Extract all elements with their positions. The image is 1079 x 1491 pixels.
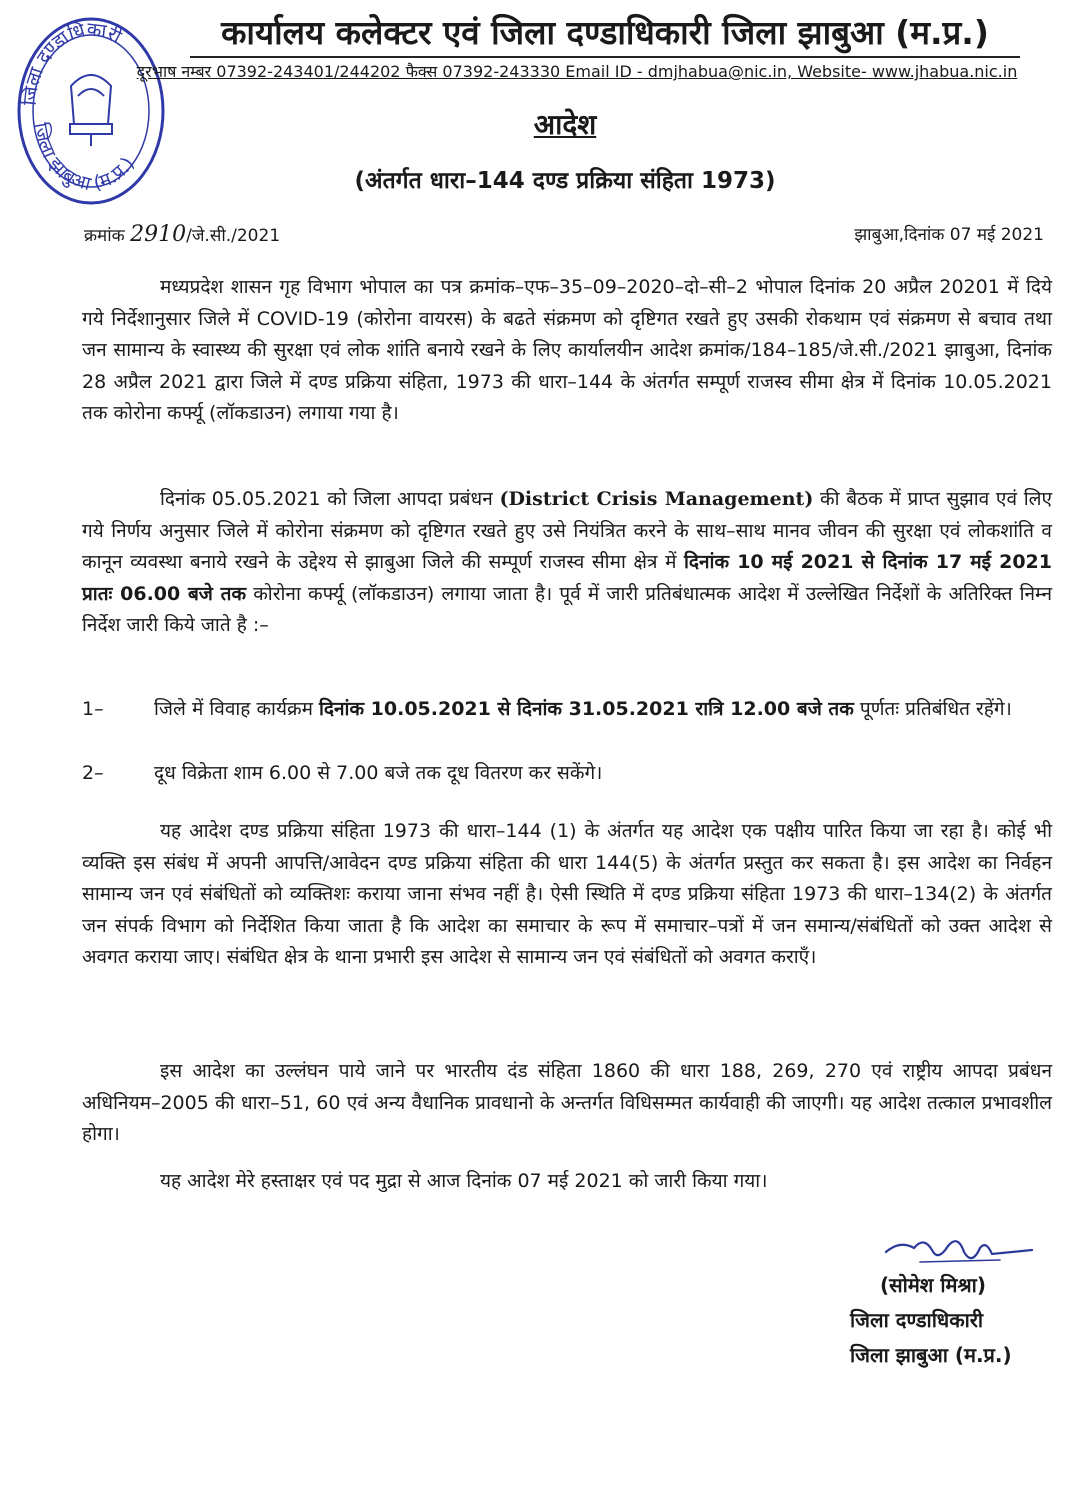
list-item-text-a: जिले में विवाह कार्यक्रम: [154, 698, 313, 720]
list-item: [82, 758, 1052, 790]
paragraph-2-part-c: की बैठक में प्राप्त सुझाव एवं लिए गये निर्णय अनुसार जिले में कोरोना संक्रमण को दृष्टिगत रखते हुए उसे नियंत्रित करने के साथ–साथ मानव जीवन की सुरक्षा एवं लोकशांति व कानून व्यवस्था बनाये रखने के उद्देश्य से झाबुआ जिले की सम्पूर्ण राजस्व सीमा क्षेत्र में: [82, 488, 1053, 573]
contact-line: दूरभाष नम्बर 07392-243401/244202 फैक्स 07392-243330 Email ID - dmjhabua@nic.in, Website- www.jhabua.nic.in: [136, 62, 1018, 81]
order-subheading: (अंतर्गत धारा–144 दण्ड प्रक्रिया संहिता 1973): [354, 168, 776, 194]
list-item-text-c: पूर्णतः प्रतिबंधित रहेंगे।: [859, 698, 1012, 720]
paragraph-2-curfew-period: दिनांक 10 मई 2021 से दिनांक 17 मई 2021 प्रातः 06.00 बजे तक: [82, 551, 1052, 605]
list-item-text-bold: दिनांक 10.05.2021 से दिनांक 31.05.2021 रात्रि 12.00 बजे तक: [318, 698, 854, 720]
seal-top-text: जिला दण्डाधिकारी: [18, 18, 125, 107]
list-item-text-a: दूध विक्रेता शाम 6.00 से 7.00 बजे तक दूध वितरण कर सकेंगे।: [154, 762, 603, 784]
paragraph-1: [82, 272, 1052, 430]
reference-line: [84, 220, 1044, 250]
signatory-district: जिला झाबुआ (म.प्र.): [850, 1343, 1012, 1367]
signatory-designation: जिला दण्डाधिकारी: [850, 1308, 984, 1332]
paragraph-3-text: यह आदेश दण्ड प्रक्रिया संहिता 1973 की धारा–144 (1) के अंतर्गत यह आदेश एक पक्षीय पारित किया जा रहा है। कोई भी व्यक्ति इस संबंध में अपनी आपत्ति/आवेदन दण्ड प्रक्रिया संहिता की धारा 144(5) के अंतर्गत प्रस्तुत कर सकता है। इस आदेश का निर्वहन सामान्य जन एवं संबंधितों को व्यक्तिशः कराया जाना संभव नहीं है। ऐसी स्थिति में दण्ड प्रक्रिया संहिता 1973 की धारा–134(2) के अंतर्गत जन संपर्क विभाग को निर्देशित किया जाता है कि आदेश का समाचार के रूप में समाचार–पत्रों में जन समान्य/संबंधितों को उक्त आदेश से अवगत कराया जाए। संबंधित क्षेत्र के थाना प्रभारी इस आदेश से सामान्य जन एवं संबंधितों को अवगत कराएँ।: [82, 820, 1052, 968]
list-item-text: [154, 694, 1052, 726]
signatory-name: (सोमेश मिश्रा): [880, 1273, 986, 1297]
list-item-text: [154, 758, 1052, 790]
title-underline: [190, 56, 1020, 58]
paragraph-2-english-term: (District Crisis Management): [499, 488, 814, 510]
paragraph-3: [82, 816, 1052, 974]
list-item-number: 1–: [82, 698, 104, 720]
ref-suffix: /जे.सी./2021: [186, 226, 281, 246]
paragraph-4: [82, 1056, 1052, 1151]
list-item-number: 2–: [82, 762, 104, 784]
paragraph-2-part-e: कोरोना कर्फ्यू (लॉकडाउन) लगाया जाता है। पूर्व में जारी प्रतिबंधात्मक आदेश में उल्लेखित निर्देशों के अतिरिक्त निम्न निर्देश जारी किये जाते है :–: [82, 582, 1052, 636]
ref-number-handwritten: 2910: [130, 222, 187, 247]
seal-bottom-text: जिला झाबुआ (म.प्र.): [28, 120, 139, 196]
order-heading: आदेश: [533, 108, 597, 141]
signature-block: [840, 1232, 1060, 1373]
order-date: झाबुआ,दिनांक 07 मई 2021: [854, 225, 1044, 245]
office-title: कार्यालय कलेक्टर एवं जिला दण्डाधिकारी जिला झाबुआ (म.प्र.): [221, 13, 989, 52]
paragraph-5: [82, 1166, 1052, 1198]
list-item: [82, 694, 1052, 726]
paragraph-5-text: यह आदेश मेरे हस्ताक्षर एवं पद मुद्रा से आज दिनांक 07 मई 2021 को जारी किया गया।: [160, 1170, 768, 1192]
paragraph-2-part-a: दिनांक 05.05.2021 को जिला आपदा प्रबंधन: [160, 488, 493, 510]
reference-number: [84, 220, 280, 251]
ref-label: क्रमांक: [84, 226, 125, 246]
paragraph-4-text: इस आदेश का उल्लंघन पाये जाने पर भारतीय दंड संहिता 1860 की धारा 188, 269, 270 एवं राष्ट्रीय आपदा प्रबंधन अधिनियम–2005 की धारा–51, 60 एवं अन्य वैधानिक प्रावधानो के अन्तर्गत विधिसम्मत कार्यवाही की जाएगी। यह आदेश तत्काल प्रभावशील होगा।: [82, 1060, 1052, 1145]
paragraph-1-text: मध्यप्रदेश शासन गृह विभाग भोपाल का पत्र क्रमांक–एफ–35–09–2020–दो–सी–2 भोपाल दिनांक 20 अप्रैल 20201 में दिये गये निर्देशानुसार जिले में COVID-19 (कोरोना वायरस) के बढते संक्रमण को दृष्टिगत रखते हुए उसकी रोकथाम एवं संक्रमण से बचाव तथा जन सामान्य के स्वास्थ्य की सुरक्षा एवं लोक शांति बनाये रखने के लिए कार्यालयीन आदेश क्रमांक/184–185/जे.सी./2021 झाबुआ, दिनांक 28 अप्रैल 2021 द्वारा जिले में दण्ड प्रक्रिया संहिता, 1973 की धारा–144 के अंतर्गत सम्पूर्ण राजस्व सीमा क्षेत्र में दिनांक 10.05.2021 तक कोरोना कर्फ्यू (लॉकडाउन) लगाया गया है।: [82, 276, 1052, 424]
paragraph-2: [82, 484, 1052, 642]
